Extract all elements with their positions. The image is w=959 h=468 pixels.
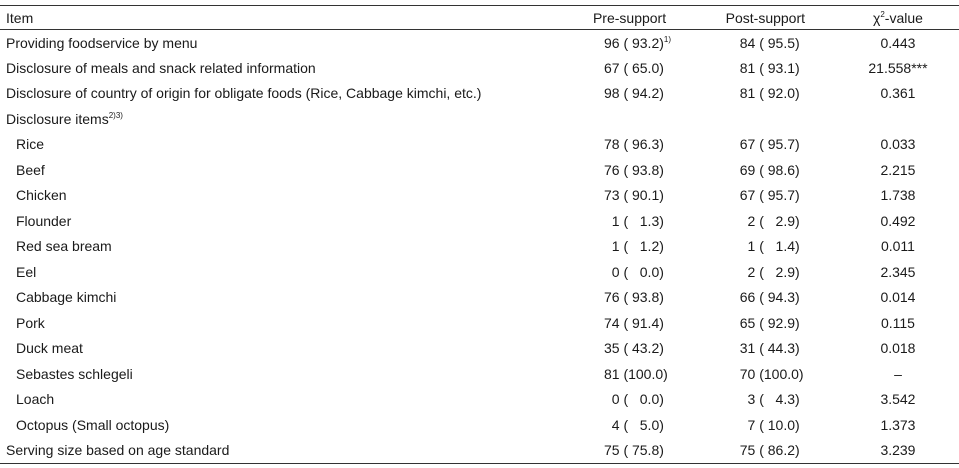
post-support-cell	[694, 387, 837, 413]
post-support-count: 3	[747, 391, 756, 408]
chi-superscript: 2	[880, 9, 885, 19]
chi-square-value: 0.018	[880, 340, 916, 357]
pre-support-count: 78	[603, 136, 620, 153]
pre-support-percent: ( 93.2)	[623, 34, 664, 51]
row-item-cell	[0, 55, 565, 81]
post-support-count: 2	[747, 212, 756, 229]
post-support-percent: ( 2.9)	[759, 212, 800, 229]
row-item-label: Rice	[16, 136, 45, 153]
pre-support-percent: ( 1.2)	[623, 238, 664, 255]
post-support-count: 67	[739, 136, 756, 153]
pre-support-cell	[565, 55, 693, 81]
pre-support-cell	[565, 106, 693, 132]
row-item-cell	[0, 310, 565, 336]
row-item-label: Red sea bream	[16, 238, 112, 255]
pre-support-cell	[565, 183, 693, 209]
pre-support-percent: ( 5.0)	[623, 416, 664, 433]
row-item-cell	[0, 208, 565, 234]
pre-support-cell	[565, 157, 693, 183]
post-support-value	[711, 238, 819, 254]
chi-square-value: 0.361	[880, 85, 916, 102]
pre-support-cell	[565, 234, 693, 260]
pre-support-cell	[565, 30, 693, 56]
pre-support-cell	[565, 310, 693, 336]
row-item-cell	[0, 336, 565, 362]
post-support-cell	[694, 438, 837, 464]
pre-support-value	[576, 238, 684, 254]
pre-support-value	[576, 391, 684, 407]
table-row	[0, 259, 959, 285]
chi-square-value: –	[894, 365, 902, 382]
post-support-value	[711, 162, 819, 178]
row-item-cell	[0, 387, 565, 413]
post-support-value	[711, 391, 819, 407]
row-item-footnote: 2)3)	[108, 110, 123, 120]
post-support-value	[711, 417, 819, 433]
pre-support-cell	[565, 336, 693, 362]
chi-square-value: 0.033	[880, 136, 916, 153]
pre-support-cell	[565, 259, 693, 285]
chi-square-value: 2.215	[880, 161, 916, 178]
pre-support-count: 0	[611, 263, 620, 280]
table-row	[0, 30, 959, 56]
table-row	[0, 310, 959, 336]
pre-support-percent: (100.0)	[623, 365, 668, 382]
post-support-percent: (100.0)	[759, 365, 804, 382]
post-support-percent: ( 95.7)	[759, 187, 800, 204]
row-item-cell	[0, 132, 565, 158]
post-support-count: 7	[747, 416, 756, 433]
chi-suffix: -value	[884, 9, 923, 26]
pre-support-value	[576, 315, 684, 331]
row-item-label: Disclosure items	[6, 110, 109, 127]
pre-support-cell	[565, 438, 693, 464]
pre-support-percent: ( 43.2)	[623, 340, 664, 357]
post-support-cell	[694, 55, 837, 81]
post-support-cell	[694, 208, 837, 234]
pre-support-count: 1	[611, 238, 620, 255]
pre-support-percent: ( 96.3)	[623, 136, 664, 153]
post-support-percent: ( 10.0)	[759, 416, 800, 433]
post-support-count: 70	[739, 365, 756, 382]
table-row	[0, 183, 959, 209]
post-support-percent: ( 93.1)	[759, 59, 800, 76]
pre-support-count: 4	[611, 416, 620, 433]
post-support-count: 75	[739, 442, 756, 458]
pre-support-count: 76	[603, 161, 620, 178]
post-support-count: 31	[739, 340, 756, 357]
post-support-percent: ( 92.9)	[759, 314, 800, 331]
chi-square-value: 3.542	[880, 391, 916, 408]
chi-symbol: χ	[872, 9, 881, 26]
post-support-percent: ( 86.2)	[759, 442, 800, 458]
post-support-count: 66	[739, 289, 756, 306]
row-item-cell	[0, 157, 565, 183]
post-support-percent: ( 95.5)	[759, 34, 800, 51]
table-row	[0, 234, 959, 260]
post-support-value	[711, 60, 819, 76]
row-item-cell	[0, 412, 565, 438]
pre-support-count: 75	[603, 442, 620, 458]
row-item-label: Flounder	[16, 212, 72, 229]
row-item-label: Loach	[16, 391, 55, 408]
pre-support-cell	[565, 387, 693, 413]
pre-support-count: 96	[603, 34, 620, 51]
post-support-count: 65	[739, 314, 756, 331]
post-support-value	[711, 264, 819, 280]
pre-support-percent: ( 90.1)	[623, 187, 664, 204]
row-item-label: Octopus (Small octopus)	[16, 416, 170, 433]
header-post-support: Post-support	[725, 9, 806, 26]
row-item-label: Chicken	[16, 187, 67, 204]
chi-square-value: 1.738	[880, 187, 916, 204]
post-support-cell	[694, 81, 837, 107]
row-item-cell	[0, 285, 565, 311]
pre-support-value	[576, 35, 684, 51]
row-item-cell	[0, 30, 565, 56]
header-chi-square	[837, 6, 959, 30]
pre-support-percent: ( 94.2)	[623, 85, 664, 102]
pre-support-percent: ( 65.0)	[623, 59, 664, 76]
post-support-value	[711, 315, 819, 331]
post-support-cell	[694, 234, 837, 260]
table-row	[0, 387, 959, 413]
pre-support-value	[576, 60, 684, 76]
pre-support-count: 74	[603, 314, 620, 331]
pre-support-value	[576, 85, 684, 101]
pre-support-percent: ( 0.0)	[623, 263, 664, 280]
post-support-count: 67	[739, 187, 756, 204]
header-pre-support: Pre-support	[592, 9, 667, 26]
pre-support-cell	[565, 132, 693, 158]
post-support-value	[711, 289, 819, 305]
post-support-count: 81	[739, 85, 756, 102]
pre-support-count: 67	[603, 59, 620, 76]
pre-support-value	[576, 162, 684, 178]
post-support-cell	[694, 157, 837, 183]
pre-support-count: 76	[603, 289, 620, 306]
chi-square-value: 21.558***	[868, 59, 928, 76]
table-row	[0, 55, 959, 81]
row-item-cell	[0, 106, 565, 132]
pre-support-value	[576, 442, 684, 458]
table-row	[0, 132, 959, 158]
pre-support-cell	[565, 81, 693, 107]
row-item-label: Disclosure of country of origin for obligate foods (Rice, Cabbage kimchi, etc.)	[6, 85, 482, 102]
chi-square-value: 0.115	[880, 314, 915, 331]
table-body	[0, 30, 959, 464]
pre-support-cell	[565, 208, 693, 234]
pre-support-count: 73	[603, 187, 620, 204]
pre-support-value	[576, 366, 684, 382]
pre-support-count: 0	[611, 391, 620, 408]
post-support-value	[711, 340, 819, 356]
pre-support-percent: ( 91.4)	[623, 314, 664, 331]
pre-support-percent: ( 1.3)	[623, 212, 664, 229]
chi-square-value: 0.011	[880, 238, 915, 255]
table-row	[0, 106, 959, 132]
row-item-cell	[0, 234, 565, 260]
post-support-count: 1	[747, 238, 756, 255]
post-support-percent: ( 98.6)	[759, 161, 800, 178]
table-row	[0, 157, 959, 183]
pre-support-count: 1	[611, 212, 620, 229]
chi-square-value: 0.443	[880, 34, 916, 51]
row-item-label: Disclosure of meals and snack related information	[6, 59, 316, 76]
pre-support-value	[576, 289, 684, 305]
row-item-cell	[0, 438, 565, 464]
pre-support-value	[576, 417, 684, 433]
row-item-label: Beef	[16, 161, 45, 178]
row-item-label: Pork	[16, 314, 45, 331]
post-support-percent: ( 92.0)	[759, 85, 800, 102]
pre-support-cell	[565, 412, 693, 438]
chi-square-value: 1.373	[880, 416, 916, 433]
table-row	[0, 208, 959, 234]
pre-support-count: 81	[603, 365, 620, 382]
post-support-count: 84	[739, 34, 756, 51]
pre-support-count: 35	[603, 340, 620, 357]
post-support-percent: ( 1.4)	[759, 238, 800, 255]
pre-support-count: 98	[603, 85, 620, 102]
table-row	[0, 361, 959, 387]
row-item-label: Serving size based on age standard	[6, 442, 230, 458]
post-support-percent: ( 44.3)	[759, 340, 800, 357]
post-support-cell	[694, 183, 837, 209]
pre-support-value	[576, 340, 684, 356]
row-item-label: Cabbage kimchi	[16, 289, 117, 306]
pre-support-cell	[565, 361, 693, 387]
pre-support-footnote: 1)	[663, 34, 672, 44]
pre-support-value	[576, 136, 684, 152]
chi-square-value: 3.239	[880, 442, 916, 458]
post-support-percent: ( 95.7)	[759, 136, 800, 153]
post-support-value	[711, 35, 819, 51]
post-support-cell	[694, 412, 837, 438]
chi-square-value	[837, 106, 959, 132]
data-table	[0, 5, 959, 464]
post-support-percent: ( 4.3)	[759, 391, 800, 408]
table-header	[0, 6, 959, 30]
table-row	[0, 81, 959, 107]
pre-support-value	[576, 264, 684, 280]
row-item-cell	[0, 259, 565, 285]
post-support-cell	[694, 336, 837, 362]
row-item-cell	[0, 361, 565, 387]
table-row	[0, 438, 959, 464]
pre-support-value	[576, 187, 684, 203]
post-support-cell	[694, 310, 837, 336]
table-row	[0, 336, 959, 362]
post-support-value	[711, 187, 819, 203]
chi-square-value: 2.345	[880, 263, 916, 280]
post-support-value	[711, 366, 819, 382]
post-support-percent: ( 94.3)	[759, 289, 800, 306]
pre-support-value	[576, 213, 684, 229]
post-support-value	[711, 136, 819, 152]
chi-square-value: 0.014	[880, 289, 916, 306]
row-item-cell	[0, 183, 565, 209]
post-support-count: 2	[747, 263, 756, 280]
pre-support-percent: ( 75.8)	[623, 442, 664, 458]
pre-support-percent: ( 93.8)	[623, 289, 664, 306]
pre-support-percent: ( 0.0)	[623, 391, 664, 408]
row-item-cell	[0, 81, 565, 107]
chi-square-value: 0.492	[880, 212, 916, 229]
post-support-cell	[694, 285, 837, 311]
post-support-count: 81	[739, 59, 756, 76]
post-support-value	[711, 213, 819, 229]
pre-support-cell	[565, 285, 693, 311]
post-support-cell	[694, 259, 837, 285]
post-support-cell	[694, 30, 837, 56]
row-item-label: Providing foodservice by menu	[6, 34, 198, 51]
header-item: Item	[6, 9, 34, 26]
row-item-label: Duck meat	[16, 340, 83, 357]
post-support-percent: ( 2.9)	[759, 263, 800, 280]
post-support-value	[711, 85, 819, 101]
row-item-label: Eel	[16, 263, 37, 280]
row-item-label: Sebastes schlegeli	[16, 365, 133, 382]
pre-support-percent: ( 93.8)	[623, 161, 664, 178]
header-row	[0, 6, 959, 30]
post-support-cell	[694, 106, 837, 132]
table-row	[0, 412, 959, 438]
post-support-cell	[694, 361, 837, 387]
table-row	[0, 285, 959, 311]
post-support-count: 69	[739, 161, 756, 178]
post-support-cell	[694, 132, 837, 158]
post-support-value	[711, 442, 819, 458]
